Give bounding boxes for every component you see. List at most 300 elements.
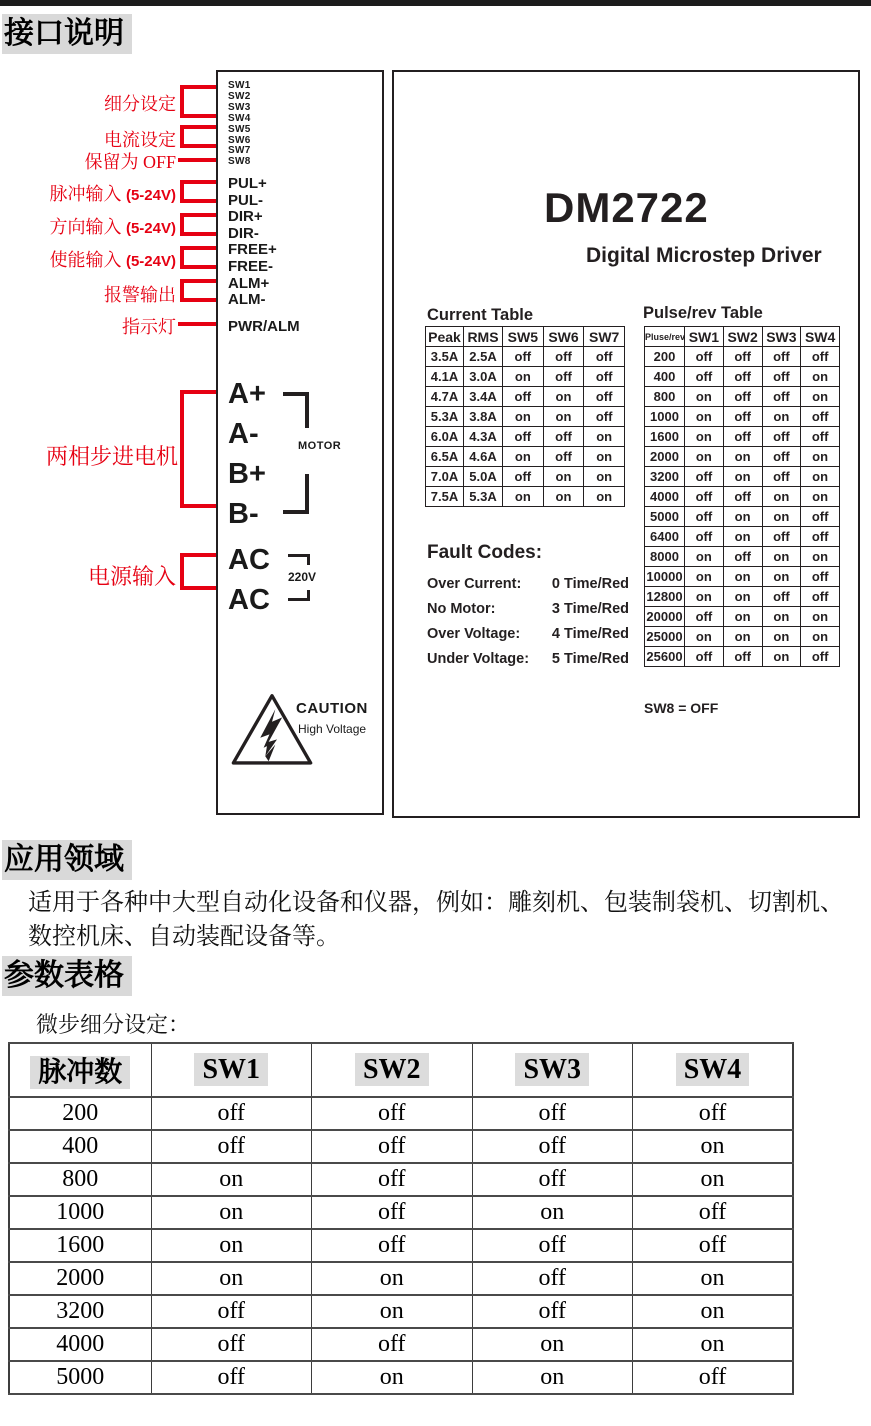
column-header: SW3 [762, 327, 801, 347]
table-row [9, 1130, 793, 1163]
table-cell: off [543, 347, 584, 367]
dip-switch-labels [228, 81, 251, 168]
table-cell: off [762, 587, 801, 607]
ac-terminal-labels [228, 540, 270, 620]
signal-terminal-label: FREE+ [228, 241, 277, 259]
table-cell: on [801, 367, 840, 387]
table-cell: off [472, 1229, 633, 1262]
annotation-reserved-off: 保留为 OFF [84, 152, 176, 172]
table-cell: 7.5A [426, 487, 464, 507]
table-cell: off [723, 427, 762, 447]
table-cell: off [503, 427, 544, 447]
table-cell: off [151, 1097, 312, 1130]
table-cell: on [723, 467, 762, 487]
table-cell: on [762, 507, 801, 527]
table-cell: 400 [9, 1130, 151, 1163]
table-row [426, 427, 625, 447]
table-cell: 6.5A [426, 447, 464, 467]
table-row [426, 387, 625, 407]
table-cell: on [503, 447, 544, 467]
table-cell: on [584, 447, 625, 467]
column-header: SW1 [685, 327, 724, 347]
table-cell: on [685, 547, 724, 567]
dip-switch-label: SW5 [228, 123, 251, 135]
table-cell: 3200 [9, 1295, 151, 1328]
fault-codes [427, 542, 629, 676]
table-cell: 4.7A [426, 387, 464, 407]
annotation-alarm-output: 报警输出 [104, 285, 176, 305]
table-cell: 4.3A [464, 427, 503, 447]
motor-terminal-label: A- [228, 418, 259, 450]
table-cell: 3200 [645, 467, 685, 487]
table-cell: 5.0A [464, 467, 503, 487]
fault-code-row [427, 626, 629, 642]
table-cell: off [312, 1328, 473, 1361]
table-cell: on [633, 1328, 794, 1361]
column-header: SW5 [503, 327, 544, 347]
table-cell: off [801, 507, 840, 527]
table-cell: 4000 [645, 487, 685, 507]
table-cell: 1600 [645, 427, 685, 447]
signal-terminal-labels [228, 176, 277, 309]
table-row [645, 387, 840, 407]
table-row [645, 627, 840, 647]
column-header: Peak [426, 327, 464, 347]
table-cell: on [801, 607, 840, 627]
table-cell: on [685, 447, 724, 467]
bracket-subdivision [180, 85, 216, 118]
header-row [426, 327, 625, 347]
table-row [426, 467, 625, 487]
table-cell: on [762, 647, 801, 667]
application-paragraph: 适用于各种中大型自动化设备和仪器，例如：雕刻机、包装制袋机、切割机、数控机床、自动装配设备等。 [28, 890, 844, 950]
table-cell: on [762, 627, 801, 647]
table-row [645, 567, 840, 587]
table-cell: off [503, 387, 544, 407]
motor-terminal-label: B- [228, 498, 259, 530]
dip-switch-label: SW8 [228, 156, 251, 168]
table-cell: 5.3A [426, 407, 464, 427]
table-cell: off [472, 1262, 633, 1295]
column-header: SW3 [472, 1043, 633, 1097]
table-cell: on [503, 487, 544, 507]
table-cell: 10000 [645, 567, 685, 587]
table-cell: off [633, 1097, 794, 1130]
table-cell: 800 [645, 387, 685, 407]
driver-panel [216, 70, 384, 815]
table-cell: on [584, 467, 625, 487]
annotation-direction-input: 方向输入 (5-24V) [49, 217, 176, 237]
table-cell: off [633, 1196, 794, 1229]
table-cell: on [685, 427, 724, 447]
caution-subtitle: High Voltage [298, 722, 367, 736]
bracket-alarm [180, 279, 216, 302]
table-cell: on [801, 627, 840, 647]
table-cell: on [633, 1163, 794, 1196]
table-cell: off [685, 507, 724, 527]
ac-terminal-label: AC [228, 544, 270, 576]
table-cell: 1600 [9, 1229, 151, 1262]
table-cell: off [723, 347, 762, 367]
table-cell: on [723, 567, 762, 587]
table-cell: 6400 [645, 527, 685, 547]
table-cell: on [472, 1196, 633, 1229]
table-cell: 5000 [9, 1361, 151, 1394]
table-cell: 3.0A [464, 367, 503, 387]
column-header: 脉冲数 [9, 1043, 151, 1097]
table-cell: off [801, 587, 840, 607]
table-row [426, 347, 625, 367]
microstep-parameter-table [8, 1042, 794, 1395]
column-header: RMS [464, 327, 503, 347]
table-cell: on [543, 487, 584, 507]
table-cell: on [503, 407, 544, 427]
table-cell: on [723, 507, 762, 527]
table-cell: off [685, 607, 724, 627]
dip-switch-label: SW3 [228, 101, 251, 113]
signal-terminal-label: ALM- [228, 291, 266, 309]
motor-bracket-top [283, 392, 309, 428]
header-row [9, 1043, 793, 1097]
table-cell: on [151, 1262, 312, 1295]
table-cell: 25000 [645, 627, 685, 647]
model-subtitle: Digital Microstep Driver [586, 244, 822, 267]
section-heading-interface: 接口说明 [2, 14, 132, 54]
column-header: SW7 [584, 327, 625, 347]
table-cell: on [723, 627, 762, 647]
table-cell: 7.0A [426, 467, 464, 487]
table-cell: off [472, 1163, 633, 1196]
table-cell: off [685, 527, 724, 547]
table-row [426, 487, 625, 507]
annotation-pulse-input: 脉冲输入 (5-24V) [49, 184, 176, 204]
fault-label: Over Voltage: [427, 626, 521, 642]
table-cell: on [633, 1262, 794, 1295]
table-cell: on [801, 447, 840, 467]
table-cell: 5000 [645, 507, 685, 527]
table-cell: 1000 [9, 1196, 151, 1229]
table-cell: on [801, 467, 840, 487]
table-row [645, 507, 840, 527]
table-cell: 4.1A [426, 367, 464, 387]
table-cell: on [312, 1262, 473, 1295]
table-cell: off [151, 1361, 312, 1394]
table-cell: 4.6A [464, 447, 503, 467]
table-row [645, 527, 840, 547]
pointer-line-reserved [178, 158, 216, 162]
table-cell: off [685, 347, 724, 367]
table-cell: off [543, 427, 584, 447]
table-cell: on [762, 407, 801, 427]
table-row [426, 367, 625, 387]
table-cell: off [312, 1196, 473, 1229]
section-heading-parameters: 参数表格 [2, 956, 132, 996]
table-cell: on [723, 447, 762, 467]
table-cell: on [312, 1295, 473, 1328]
table-cell: off [762, 467, 801, 487]
bracket-pulse [180, 180, 216, 203]
table-row [426, 407, 625, 427]
table-cell: on [685, 387, 724, 407]
motor-terminal-labels [228, 374, 266, 534]
table-row [645, 347, 840, 367]
table-cell: off [633, 1229, 794, 1262]
table-cell: on [762, 567, 801, 587]
table-cell: on [685, 567, 724, 587]
table-cell: off [685, 367, 724, 387]
table-cell: on [543, 467, 584, 487]
bracket-direction [180, 213, 216, 236]
fault-code-row [427, 576, 629, 592]
annotation-power-input: 电源输入 [87, 564, 176, 589]
signal-terminal-label: DIR- [228, 224, 259, 242]
table-cell: 200 [9, 1097, 151, 1130]
caution-title: CAUTION [296, 700, 368, 717]
table-cell: off [151, 1328, 312, 1361]
table-cell: off [723, 647, 762, 667]
fault-value: 5 Time/Red [551, 651, 629, 667]
table-cell: 8000 [645, 547, 685, 567]
table-cell: on [801, 487, 840, 507]
column-header: SW2 [723, 327, 762, 347]
table-row [645, 467, 840, 487]
table-cell: on [633, 1295, 794, 1328]
table-cell: on [584, 487, 625, 507]
table-cell: off [472, 1097, 633, 1130]
table-cell: on [151, 1196, 312, 1229]
table-cell: on [584, 427, 625, 447]
model-name: DM2722 [544, 184, 709, 231]
sw8-footnote: SW8 = OFF [644, 700, 719, 716]
table-cell: on [503, 367, 544, 387]
pulse-rev-table [644, 326, 840, 667]
table-cell: off [762, 347, 801, 367]
fault-code-row [427, 651, 629, 667]
table-cell: off [762, 427, 801, 447]
signal-terminal-label: DIR+ [228, 208, 263, 226]
pointer-line-indicator [178, 322, 216, 326]
bracket-enable [180, 246, 216, 269]
column-header: SW4 [633, 1043, 794, 1097]
table-cell: off [312, 1097, 473, 1130]
ac-voltage-label: 220V [288, 570, 317, 584]
table-cell: off [584, 367, 625, 387]
table-cell: off [801, 427, 840, 447]
microstep-setting-subtitle: 微步细分设定： [36, 1012, 191, 1037]
motor-terminal-label: A+ [228, 378, 266, 410]
table-row [9, 1328, 793, 1361]
fault-codes-title: Fault Codes: [427, 542, 543, 563]
bracket-motor [180, 390, 216, 508]
table-cell: off [762, 367, 801, 387]
table-cell: 3.4A [464, 387, 503, 407]
column-header: SW1 [151, 1043, 312, 1097]
table-cell: off [801, 567, 840, 587]
table-cell: off [312, 1163, 473, 1196]
table-cell: on [723, 607, 762, 627]
annotation-indicator-led: 指示灯 [122, 317, 176, 337]
fault-label: No Motor: [427, 601, 496, 617]
table-row [9, 1097, 793, 1130]
table-cell: on [151, 1229, 312, 1262]
table-cell: off [685, 647, 724, 667]
table-cell: off [584, 387, 625, 407]
fault-label: Over Current: [427, 576, 522, 592]
table-cell: on [543, 387, 584, 407]
fault-value: 0 Time/Red [551, 576, 629, 592]
table-row [645, 647, 840, 667]
table-cell: off [503, 467, 544, 487]
table-cell: on [762, 547, 801, 567]
pwr-alm-led-label: PWR/ALM [228, 318, 300, 335]
table-cell: off [312, 1229, 473, 1262]
table-cell: 6.0A [426, 427, 464, 447]
current-table [425, 326, 625, 507]
table-cell: on [543, 407, 584, 427]
table-cell: off [472, 1130, 633, 1163]
info-panel [392, 70, 860, 818]
signal-terminal-label: FREE- [228, 257, 273, 275]
table-cell: 400 [645, 367, 685, 387]
table-cell: off [723, 547, 762, 567]
table-cell: off [503, 347, 544, 367]
table-row [9, 1361, 793, 1394]
table-row [9, 1196, 793, 1229]
table-cell: on [472, 1361, 633, 1394]
table-cell: 800 [9, 1163, 151, 1196]
table-cell: off [472, 1295, 633, 1328]
signal-terminal-label: ALM+ [228, 274, 270, 292]
column-header: SW6 [543, 327, 584, 347]
table-cell: on [685, 587, 724, 607]
table-cell: off [312, 1130, 473, 1163]
ac-bracket-top [288, 554, 310, 565]
table-cell: on [723, 527, 762, 547]
table-cell: off [543, 367, 584, 387]
dip-switch-label: SW7 [228, 145, 251, 157]
bracket-power [180, 553, 216, 590]
table-cell: 2000 [645, 447, 685, 467]
table-row [645, 587, 840, 607]
table-cell: 200 [645, 347, 685, 367]
table-cell: off [762, 447, 801, 467]
table-cell: off [801, 527, 840, 547]
table-cell: off [633, 1361, 794, 1394]
table-cell: off [723, 487, 762, 507]
fault-label: Under Voltage: [427, 651, 530, 667]
table-cell: on [762, 487, 801, 507]
table-row [645, 607, 840, 627]
table-cell: on [151, 1163, 312, 1196]
motor-terminal-label: B+ [228, 458, 266, 490]
table-cell: 3.5A [426, 347, 464, 367]
signal-terminal-label: PUL+ [228, 175, 267, 192]
annotation-stepper-motor: 两相步进电机 [45, 444, 178, 469]
table-cell: on [801, 387, 840, 407]
pulse-table-title: Pulse/rev Table [643, 304, 763, 322]
table-cell: 25600 [645, 647, 685, 667]
table-cell: 5.3A [464, 487, 503, 507]
column-header: SW4 [801, 327, 840, 347]
signal-terminal-label: PUL- [228, 191, 263, 209]
table-cell: off [801, 407, 840, 427]
table-cell: on [801, 547, 840, 567]
table-cell: off [723, 367, 762, 387]
table-row [645, 547, 840, 567]
table-cell: off [543, 447, 584, 467]
annotation-subdivision-setting: 细分设定 [104, 94, 176, 114]
dip-switch-label: SW6 [228, 134, 251, 146]
table-cell: off [584, 407, 625, 427]
dip-switch-label: SW1 [228, 80, 251, 91]
table-cell: on [472, 1328, 633, 1361]
table-row [426, 447, 625, 467]
dip-switch-label: SW2 [228, 90, 251, 102]
table-cell: off [762, 387, 801, 407]
bracket-current [180, 125, 216, 148]
table-cell: off [801, 347, 840, 367]
table-row [9, 1295, 793, 1328]
ac-bracket-bottom [288, 590, 310, 601]
table-cell: 12800 [645, 587, 685, 607]
motor-bracket-bottom [283, 474, 309, 514]
table-cell: on [685, 407, 724, 427]
table-cell: 3.8A [464, 407, 503, 427]
column-header: SW2 [312, 1043, 473, 1097]
table-cell: 2.5A [464, 347, 503, 367]
table-cell: off [723, 407, 762, 427]
table-cell: 1000 [645, 407, 685, 427]
table-cell: off [151, 1130, 312, 1163]
annotation-current-setting: 电流设定 [104, 130, 176, 150]
table-row [645, 367, 840, 387]
motor-label: MOTOR [298, 440, 342, 452]
table-cell: on [723, 587, 762, 607]
column-header: Pluse/rev [645, 327, 685, 347]
table-row [645, 487, 840, 507]
dip-switch-label: SW4 [228, 112, 251, 124]
table-row [9, 1163, 793, 1196]
table-cell: off [151, 1295, 312, 1328]
table-cell: on [312, 1361, 473, 1394]
fault-value: 3 Time/Red [551, 601, 629, 617]
section-heading-application: 应用领域 [2, 840, 132, 880]
current-table-title: Current Table [427, 306, 534, 324]
table-cell: off [723, 387, 762, 407]
fault-code-row [427, 601, 629, 617]
top-divider [0, 0, 871, 6]
table-cell: 20000 [645, 607, 685, 627]
annotation-enable-input: 使能输入 (5-24V) [49, 250, 176, 270]
table-cell: off [584, 347, 625, 367]
table-cell: off [685, 487, 724, 507]
table-row [645, 427, 840, 447]
header-row [645, 327, 840, 347]
table-row [645, 407, 840, 427]
table-cell: on [685, 627, 724, 647]
table-cell: off [801, 647, 840, 667]
table-cell: on [762, 607, 801, 627]
fault-value: 4 Time/Red [551, 626, 629, 642]
table-cell: on [633, 1130, 794, 1163]
table-cell: off [685, 467, 724, 487]
table-row [9, 1229, 793, 1262]
table-cell: 2000 [9, 1262, 151, 1295]
ac-terminal-label: AC [228, 584, 270, 616]
table-cell: off [762, 527, 801, 547]
table-row [9, 1262, 793, 1295]
table-cell: 4000 [9, 1328, 151, 1361]
